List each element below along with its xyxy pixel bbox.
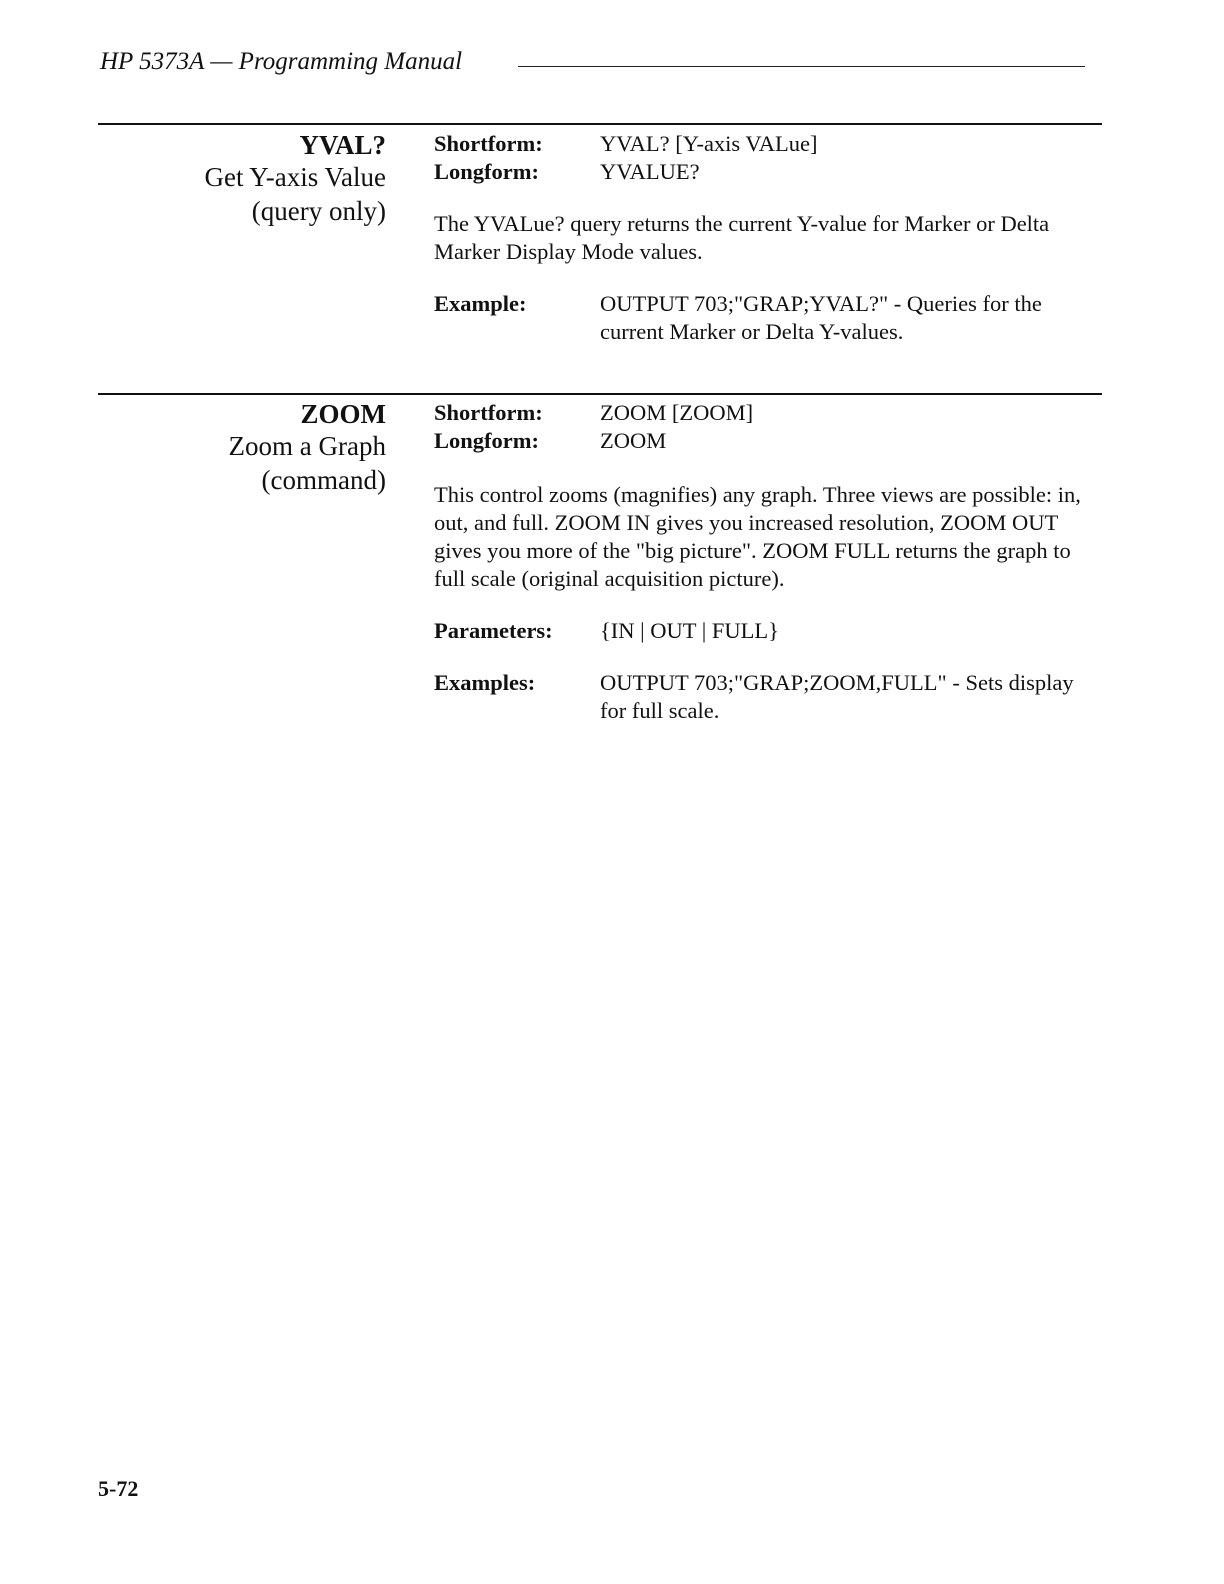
page-number: 5-72 — [98, 1476, 139, 1501]
longform-label: Longform: — [434, 428, 539, 453]
example-label: Example: — [434, 291, 527, 316]
command-heading-zoom — [98, 399, 386, 497]
shortform-label: Shortform: — [434, 131, 543, 156]
command-description: Get Y-axis Value — [204, 162, 386, 192]
header-rule — [518, 66, 1085, 67]
shortform-value: ZOOM [ZOOM] — [600, 400, 754, 425]
command-details-zoom — [434, 399, 1102, 725]
command-description: Zoom a Graph — [228, 431, 386, 461]
parameters-block — [434, 617, 1102, 645]
examples-block — [434, 669, 1102, 725]
command-name: YVAL? — [299, 130, 386, 160]
shortform-label: Shortform: — [434, 400, 543, 425]
command-body: The YVALue? query returns the current Y-value for Marker or Delta Marker Display Mode values. — [434, 211, 1050, 264]
shortform-row — [434, 130, 1102, 158]
example-text: OUTPUT 703;"GRAP;YVAL?" - Queries for the current Marker or Delta Y-values. — [600, 291, 1042, 344]
parameters-text: {IN | OUT | FULL} — [600, 618, 779, 643]
command-heading-yval — [98, 130, 386, 228]
shortform-value: YVAL? [Y-axis VALue] — [600, 131, 818, 156]
longform-row — [434, 427, 1102, 455]
example-block — [434, 290, 1102, 346]
longform-value: ZOOM — [600, 428, 667, 453]
longform-value: YVALUE? — [600, 159, 700, 184]
command-details-yval — [434, 130, 1102, 346]
examples-label: Examples: — [434, 670, 536, 695]
command-type: (query only) — [251, 196, 386, 226]
section-divider-yval — [98, 123, 1102, 125]
longform-row — [434, 158, 1102, 186]
examples-text: OUTPUT 703;"GRAP;ZOOM,FULL" - Sets display for full scale. — [600, 670, 1074, 723]
manual-title: HP 5373A — Programming Manual — [100, 48, 463, 75]
command-body: This control zooms (magnifies) any graph. Three views are possible: in, out, and full. ZOOM IN gives you increased resolution, ZOOM OUT gives you more of the "big picture". ZOOM FULL returns the graph to full scale (original acquisition picture). — [434, 482, 1081, 591]
command-name: ZOOM — [300, 399, 386, 429]
command-type: (command) — [261, 465, 386, 495]
page-header — [100, 48, 1085, 82]
parameters-label: Parameters: — [434, 618, 553, 643]
shortform-row — [434, 399, 1102, 427]
longform-label: Longform: — [434, 159, 539, 184]
section-divider-zoom — [98, 393, 1102, 395]
